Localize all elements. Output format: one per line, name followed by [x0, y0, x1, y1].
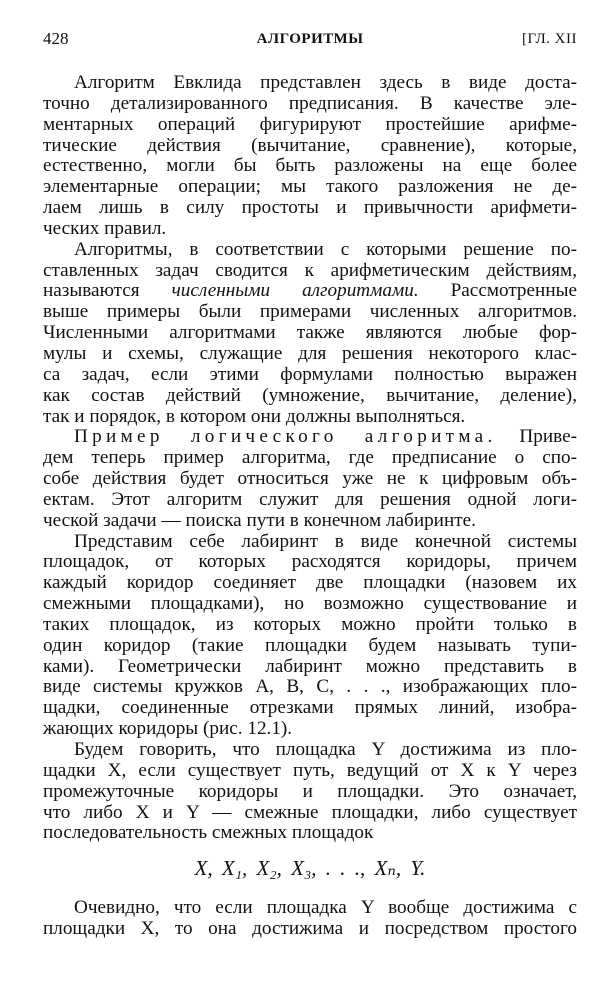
text-line: как состав действий (умножение, вычитание, деление),: [43, 384, 577, 406]
text-line: смежными площадками), но возможно существование и: [43, 593, 577, 615]
text-line: Очевидно, что если площадка Y вообще достижима с: [74, 897, 577, 919]
text-line: Представим себе лабиринт в виде конечной системы: [74, 530, 577, 552]
text-line: ческих правил.: [43, 217, 167, 239]
text-line: таких площадок, из которых можно пройти только в: [43, 613, 577, 635]
text-line: собе действия будет относиться уже не к цифровым объ-: [43, 468, 577, 490]
text-line: ставленных задач сводится к арифметическим действиям,: [43, 259, 577, 281]
text-line: промежуточные коридоры и площадки. Это означает,: [43, 780, 577, 802]
running-title: АЛГОРИТМЫ: [256, 31, 364, 47]
page-number: 428: [43, 29, 69, 48]
text-line: площадок, от которых расходятся коридоры, причем: [43, 551, 577, 573]
text-line: Будем говорить, что площадка Y достижима из пло-: [74, 739, 577, 760]
text-line: выше примеры были примерами численных алгоритмов.: [43, 301, 577, 323]
text-line: мулы и схемы, служащие для решения некоторого клас-: [43, 342, 577, 364]
text-line: щадки, соединенные отрезками прямых линий, изобра-: [43, 697, 577, 719]
book-page: [43, 28, 577, 940]
paragraph-reachability: [43, 740, 577, 844]
text-line: элементарные операции; мы такого разложения не де-: [43, 176, 577, 198]
text-line: Численными алгоритмами также являются любые фор-: [43, 322, 577, 344]
paragraph-logical-algorithm: [43, 427, 577, 531]
text-line: виде системы кружков A, B, C, . . ., изображающих пло-: [43, 676, 577, 698]
text-line: тические действия (вычитание, сравнение), которые,: [43, 134, 577, 156]
text-line: жающих коридоры (рис. 12.1).: [43, 718, 293, 740]
text-line: площадки X, то она достижима и посредством простого: [43, 918, 577, 940]
text-line: [43, 281, 577, 302]
paragraph-numerical-algorithms: [43, 240, 577, 428]
body-text: [43, 73, 577, 940]
text-line: ектам. Этот алгоритм служит для решения одной логи-: [43, 488, 577, 510]
text-fragment: Приве-: [496, 426, 577, 448]
text-line: ментарных операций фигурируют простейшие арифме-: [43, 113, 577, 135]
paragraph-labyrinth: [43, 532, 577, 740]
text-line: Алгоритмы, в соответствии с которыми решение по-: [74, 238, 577, 260]
text-line: один коридор (такие площадки будем называть тупи-: [43, 634, 577, 656]
text-line: са задач, если этими формулами полностью выражен: [43, 363, 577, 385]
term-emphasis: численными алгоритмами.: [171, 280, 419, 302]
text-line: лаем лишь в силу простоты и привычности арифмети-: [43, 197, 577, 219]
chapter-label: [ГЛ. XII: [521, 31, 577, 47]
text-line: Алгоритм Евклида представлен здесь в виде доста-: [74, 72, 577, 93]
text-line: что либо X и Y — смежные площадки, либо существует: [43, 801, 577, 823]
running-header: [43, 28, 577, 50]
text-line: [43, 427, 577, 448]
text-line: ческой задачи — поиска пути в конечном лабиринте.: [43, 509, 476, 531]
paragraph-conclusion: [43, 898, 577, 940]
text-fragment: называются: [43, 280, 172, 302]
section-heading-inline: Пример логического алгоритма.: [74, 426, 497, 448]
text-line: так и порядок, в котором они должны выполняться.: [43, 405, 466, 427]
text-line: естественно, могли бы быть разложены на еще более: [43, 155, 577, 177]
text-line: последовательность смежных площадок: [43, 822, 374, 844]
text-line: дем теперь пример алгоритма, где предписание о спо-: [43, 447, 577, 469]
text-line: точно детализированного предписания. В качестве эле-: [43, 92, 577, 114]
text-line: ками). Геометрически лабиринт можно представить в: [43, 655, 577, 677]
paragraph-euclid: [43, 73, 577, 240]
sequence-formula: X, X₁, X₂, X₃, . . ., Xₙ, Y.: [194, 856, 426, 881]
text-line: каждый коридор соединяет две площадки (назовем их: [43, 572, 577, 594]
text-fragment: Рассмотренные: [418, 280, 577, 302]
text-line: щадки X, если существует путь, ведущий от X к Y через: [43, 759, 577, 781]
